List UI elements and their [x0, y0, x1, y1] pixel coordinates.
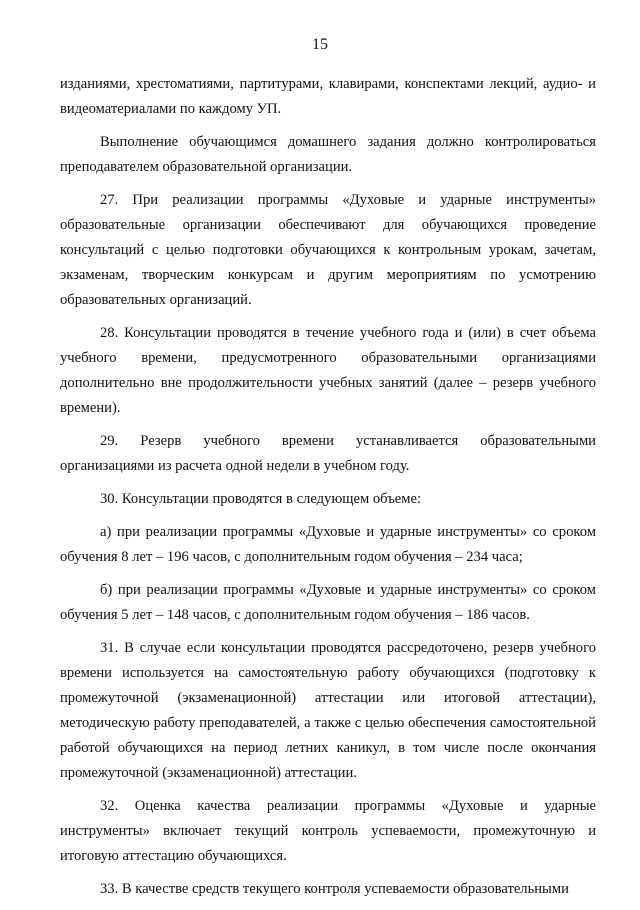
paragraph-homework-control: Выполнение обучающимся домашнего задания должно контролироваться преподавателем образовательной организации.: [60, 134, 596, 175]
paragraph-33-current-control: 33. В качестве средств текущего контроля успеваемости образовательными: [100, 881, 569, 897]
paragraph-27-consultations: 27. При реализации программы «Духовые и ударные инструменты» образовательные организации обеспечивают для обучающихся проведение консультаций с целью подготовки обучающихся к контрольным урокам, зачетам, экзаменам, творческим конкурсам и другим мероприятиям по усмотрению образовательных организаций.: [60, 192, 596, 308]
document-body: [60, 72, 596, 910]
paragraph-29-reserve-time: 29. Резерв учебного времени устанавливается образовательными организациями из расчета одной недели в учебном году.: [60, 433, 596, 474]
page-number: 15: [312, 36, 328, 53]
paragraph-28-consultations-time: 28. Консультации проводятся в течение учебного года и (или) в счет объема учебного времени, предусмотренного образовательными организациями дополнительно вне продолжительности учебных занятий (далее – резерв учебного времени).: [60, 325, 596, 416]
paragraph-31-reserve-usage: 31. В случае если консультации проводятся рассредоточено, резерв учебного времени используется на самостоятельную работу обучающихся (подготовку к промежуточной (экзаменационной) аттестации или итоговой аттестации), методическую работу преподавателей, а также с целью обеспечения самостоятельной работой обучающихся на период летних каникул, в том числе после окончания промежуточной (экзаменационной) аттестации.: [60, 640, 596, 781]
paragraph-30-consultation-volume: 30. Консультации проводятся в следующем объеме:: [100, 491, 421, 507]
paragraph-30b-five-years: б) при реализации программы «Духовые и ударные инструменты» со сроком обучения 5 лет – 148 часов, с дополнительным годом обучения – 186 часов.: [60, 582, 596, 623]
paragraph-32-quality-assessment: 32. Оценка качества реализации программы «Духовые и ударные инструменты» включает текущий контроль успеваемости, промежуточную и итоговую аттестацию обучающихся.: [60, 798, 596, 864]
paragraph-30a-eight-years: а) при реализации программы «Духовые и ударные инструменты» со сроком обучения 8 лет – 196 часов, с дополнительным годом обучения – 234 часа;: [60, 524, 596, 565]
paragraph-continuation: изданиями, хрестоматиями, партитурами, клавирами, конспектами лекций, аудио- и видеоматериалами по каждому УП.: [60, 76, 596, 117]
